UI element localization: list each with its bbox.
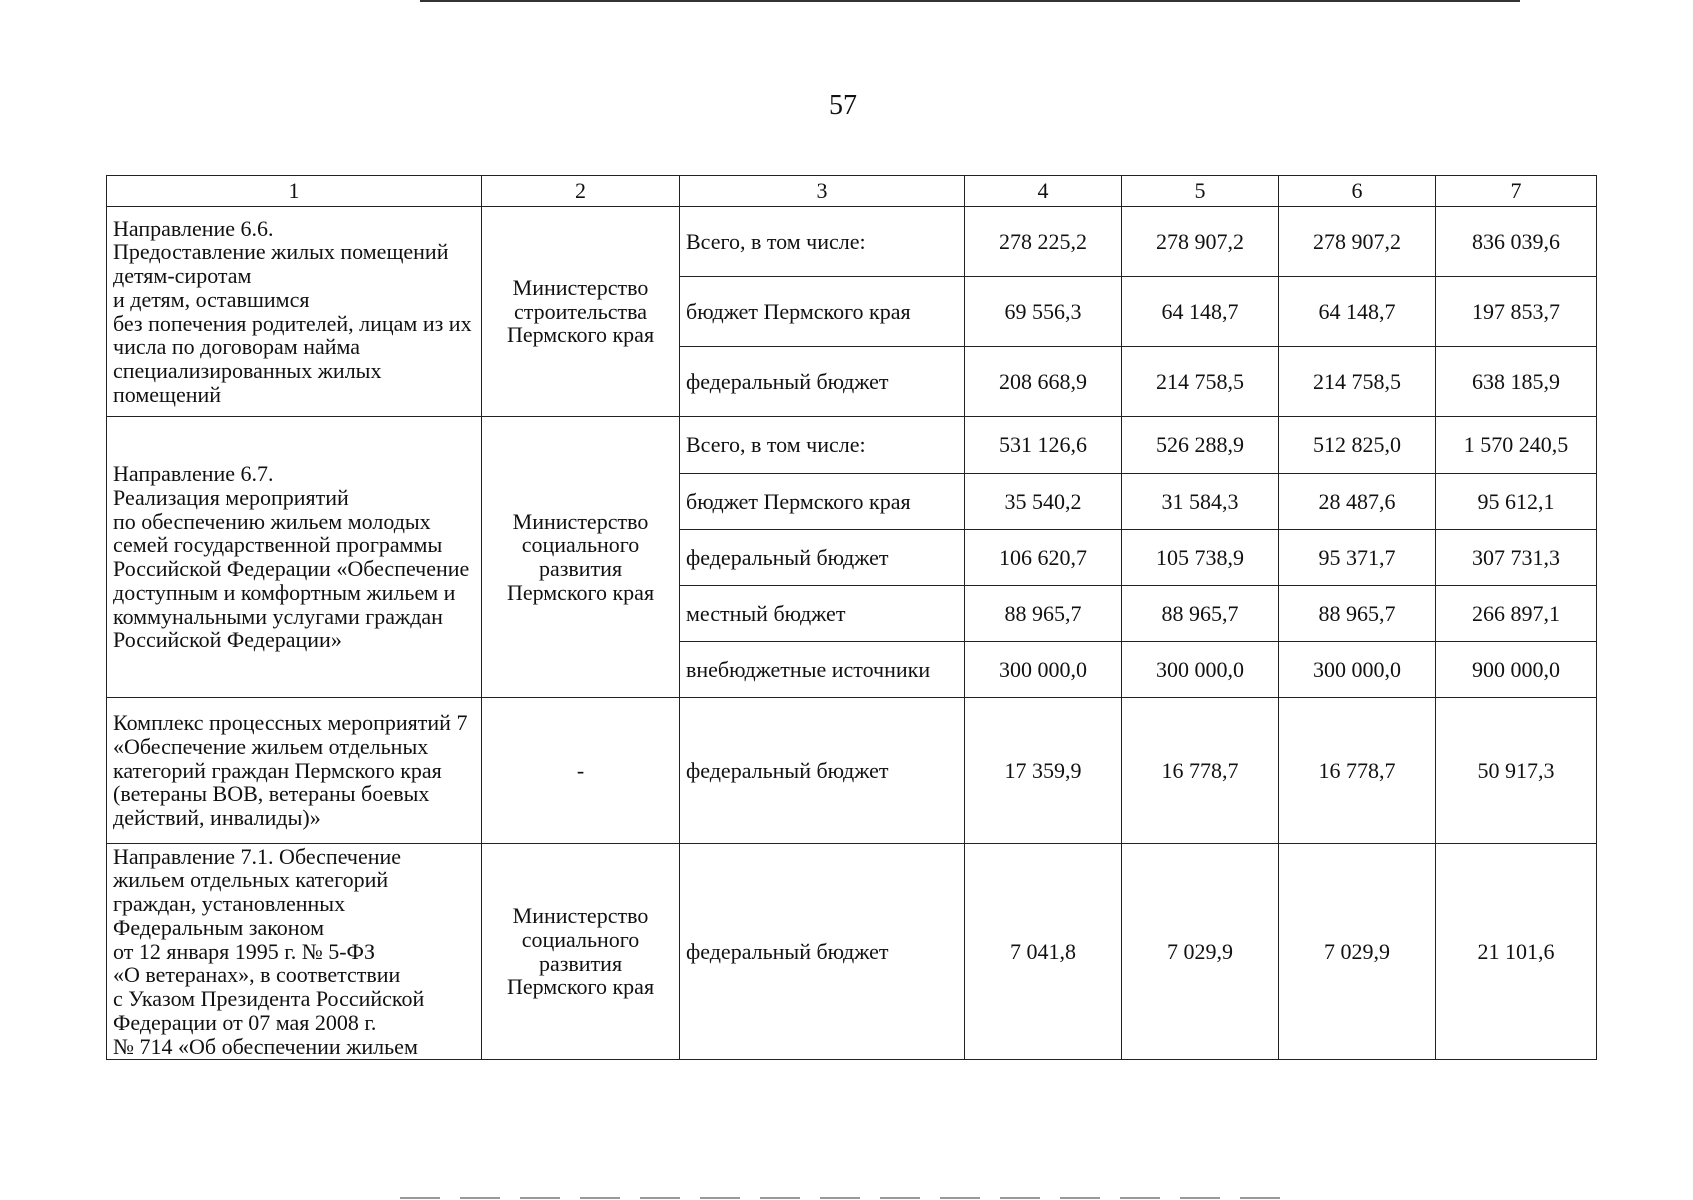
value-cell: 95 371,7: [1279, 530, 1436, 586]
table-row: [107, 207, 1597, 277]
value-cell: 35 540,2: [965, 474, 1122, 530]
value-cell: 28 487,6: [1279, 474, 1436, 530]
responsible-executor: Министерство строительства Пермского края: [482, 207, 680, 417]
value-cell: 1 570 240,5: [1436, 417, 1597, 474]
value-cell: 16 778,7: [1279, 698, 1436, 844]
funding-source: местный бюджет: [680, 586, 965, 642]
column-number: 2: [482, 176, 680, 207]
table-row: [107, 844, 1597, 1060]
funding-source: федеральный бюджет: [680, 347, 965, 417]
value-cell: 638 185,9: [1436, 347, 1597, 417]
value-cell: 278 907,2: [1122, 207, 1279, 277]
value-cell: 278 907,2: [1279, 207, 1436, 277]
value-cell: 64 148,7: [1279, 277, 1436, 347]
value-cell: 266 897,1: [1436, 586, 1597, 642]
funding-source: Всего, в том числе:: [680, 207, 965, 277]
value-cell: 307 731,3: [1436, 530, 1597, 586]
value-cell: 16 778,7: [1122, 698, 1279, 844]
direction-title: Комплекс процессных мероприятий 7 «Обеспечение жильем отдельных категорий граждан Пермского края (ветераны ВОВ, ветераны боевых действий, инвалиды)»: [107, 698, 482, 844]
page-number: 57: [829, 90, 857, 121]
value-cell: 17 359,9: [965, 698, 1122, 844]
value-cell: 69 556,3: [965, 277, 1122, 347]
responsible-executor: Министерство социального развития Пермского края: [482, 417, 680, 698]
column-number: 6: [1279, 176, 1436, 207]
value-cell: 95 612,1: [1436, 474, 1597, 530]
funding-source: бюджет Пермского края: [680, 277, 965, 347]
value-cell: 7 029,9: [1279, 844, 1436, 1060]
value-cell: 106 620,7: [965, 530, 1122, 586]
value-cell: 88 965,7: [1279, 586, 1436, 642]
value-cell: 300 000,0: [1122, 642, 1279, 698]
value-cell: 214 758,5: [1122, 347, 1279, 417]
value-cell: 526 288,9: [1122, 417, 1279, 474]
funding-source: Всего, в том числе:: [680, 417, 965, 474]
value-cell: 7 041,8: [965, 844, 1122, 1060]
value-cell: 7 029,9: [1122, 844, 1279, 1060]
top-edge-line: [420, 0, 1520, 2]
value-cell: 105 738,9: [1122, 530, 1279, 586]
funding-source: внебюджетные источники: [680, 642, 965, 698]
funding-source: федеральный бюджет: [680, 530, 965, 586]
value-cell: 50 917,3: [1436, 698, 1597, 844]
value-cell: 300 000,0: [965, 642, 1122, 698]
funding-source: бюджет Пермского края: [680, 474, 965, 530]
column-number: 4: [965, 176, 1122, 207]
table-row: [107, 698, 1597, 844]
value-cell: 512 825,0: [1279, 417, 1436, 474]
direction-title: Направление 7.1. Обеспечение жильем отдельных категорий граждан, установленных Федеральным законом от 12 января 1995 г. № 5-ФЗ «О ветеранах», в соответствии с Указом Президента Российской Федерации от 07 мая 2008 г. № 714 «Об обеспечении жильем: [107, 844, 482, 1060]
responsible-executor: Министерство социального развития Пермского края: [482, 844, 680, 1060]
value-cell: 900 000,0: [1436, 642, 1597, 698]
value-cell: 31 584,3: [1122, 474, 1279, 530]
value-cell: 64 148,7: [1122, 277, 1279, 347]
value-cell: 208 668,9: [965, 347, 1122, 417]
column-number-row: [107, 176, 1597, 207]
direction-title: Направление 6.6. Предоставление жилых помещений детям-сиротам и детям, оставшимся без попечения родителей, лицам из их числа по договорам найма специализированных жилых помещений: [107, 207, 482, 417]
column-number: 1: [107, 176, 482, 207]
column-number: 7: [1436, 176, 1597, 207]
value-cell: 197 853,7: [1436, 277, 1597, 347]
responsible-executor: -: [482, 698, 680, 844]
value-cell: 21 101,6: [1436, 844, 1597, 1060]
value-cell: 300 000,0: [1279, 642, 1436, 698]
value-cell: 836 039,6: [1436, 207, 1597, 277]
value-cell: 88 965,7: [1122, 586, 1279, 642]
column-number: 3: [680, 176, 965, 207]
value-cell: 278 225,2: [965, 207, 1122, 277]
bottom-edge-line: [400, 1197, 1300, 1199]
table-row: [107, 417, 1597, 474]
column-number: 5: [1122, 176, 1279, 207]
funding-source: федеральный бюджет: [680, 844, 965, 1060]
value-cell: 214 758,5: [1279, 347, 1436, 417]
direction-title: Направление 6.7. Реализация мероприятий по обеспечению жильем молодых семей государственной программы Российской Федерации «Обеспечение доступным и комфортным жильем и коммунальными услугами граждан Российской Федерации»: [107, 417, 482, 698]
value-cell: 88 965,7: [965, 586, 1122, 642]
value-cell: 531 126,6: [965, 417, 1122, 474]
budget-table: [106, 175, 1597, 1060]
funding-source: федеральный бюджет: [680, 698, 965, 844]
